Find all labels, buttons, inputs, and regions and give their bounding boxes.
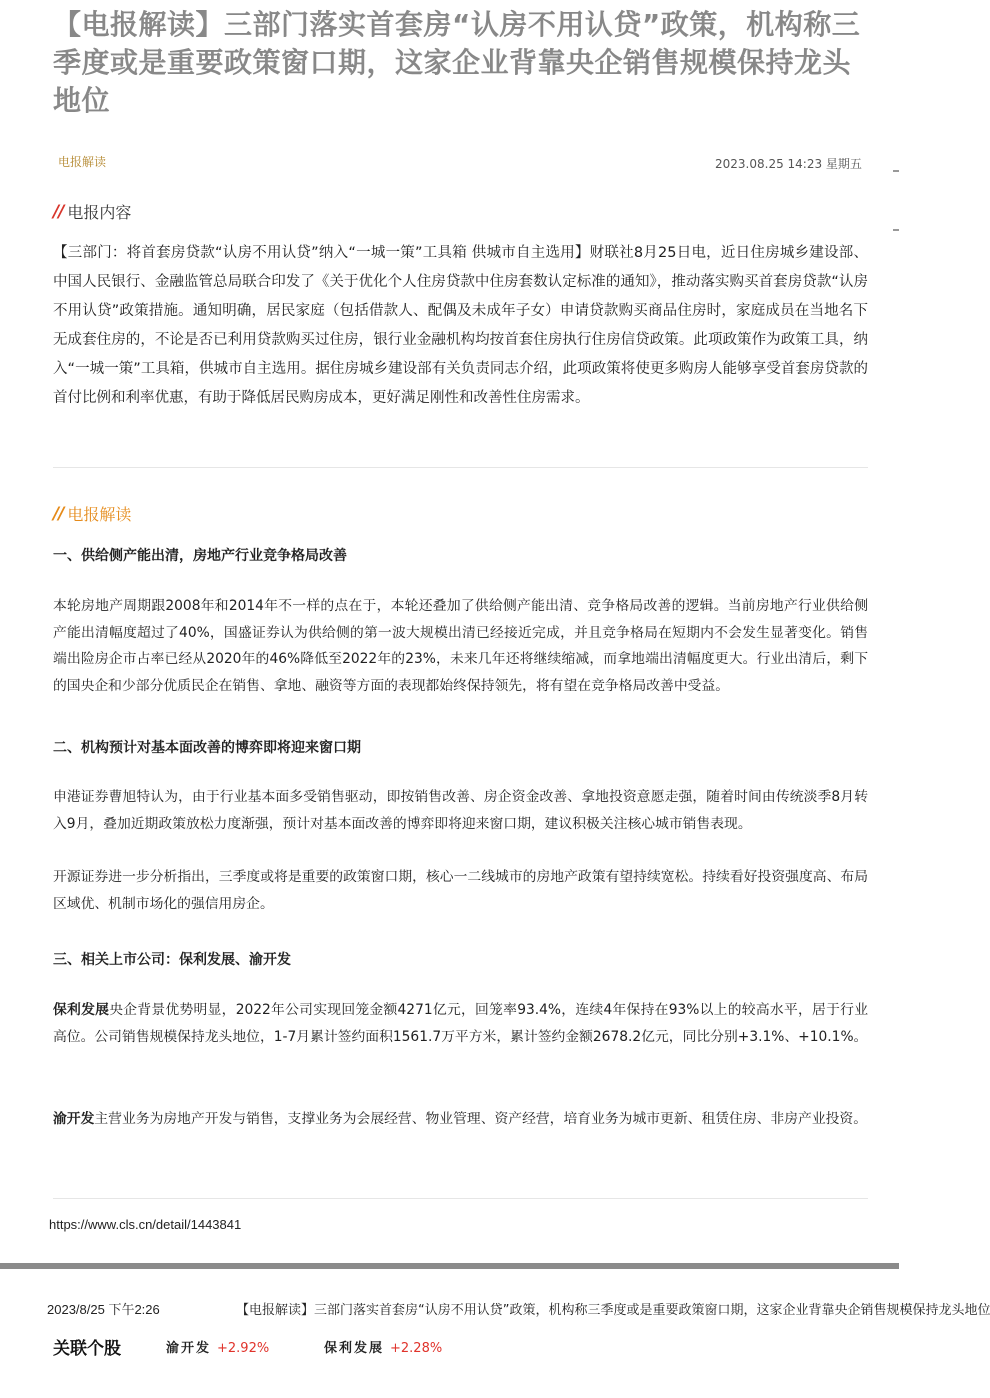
print-headline: 【电报解读】三部门落实首套房“认房不用认贷”政策，机构称三季度或是重要政策窗口期，这家企业背靠央企销售规模保持龙头地位 <box>236 1303 990 1318</box>
analysis-heading-label: 电报解读 <box>67 505 132 524</box>
stock-name: 保利发展 <box>324 1341 385 1356</box>
company1-body: 央企背景优势明显，2022年公司实现回笼金额4271亿元，回笼率93.4%，连续4年保持在93%以上的较高水平，居于行业高位。公司销售规模保持龙头地位，1-7月累计签约面积1561.7万平方米，累计签约金额2678.2亿元，同比分别+3.1%、+10.1%。 <box>53 1002 869 1045</box>
stock-item[interactable] <box>166 1337 269 1356</box>
page-separator <box>0 1263 899 1269</box>
telegram-body: 【三部门：将首套房贷款“认房不用认贷”纳入“一城一策”工具箱 供城市自主选用】财联社8月25日电，近日住房城乡建设部、中国人民银行、金融监管总局联合印发了《关于优化个人住房贷款中住房套数认定标准的通知》，推动落实购买首套房贷款“认房不用认贷”政策措施。通知明确，居民家庭（包括借款人、配偶及未成年子女）申请贷款购买商品住房时，家庭成员在当地名下无成套住房的，不论是否已利用贷款购买过住房，银行业金融机构均按首套住房执行住房信贷政策。此项政策作为政策工具，纳入“一城一策”工具箱，供城市自主选用。据住房城乡建设部有关负责同志介绍，此项政策将使更多购房人能够享受首套房贷款的首付比例和利率优惠，有助于降低居民购房成本，更好满足刚性和改善性住房需求。 <box>53 245 868 406</box>
edge-mark <box>893 229 899 231</box>
slash-icon: // <box>53 201 64 222</box>
category-tag[interactable]: 电报解读 <box>58 155 107 169</box>
analysis-section-heading <box>53 502 131 525</box>
section1-body: 本轮房地产周期跟2008年和2014年不一样的点在于，本轮还叠加了供给侧产能出清、竞争格局改善的逻辑。当前房地产行业供给侧产能出清幅度超过了40%，国盛证券认为供给侧的第一波大规模出清已经接近完成，并且竞争格局在短期内不会发生显著变化。销售端出险房企市占率已经从2020年的46%降低至2022年的23%，未来几年还将继续缩减，而拿地端出清幅度更大。行业出清后，剩下的国央企和少部分优质民企在销售、拿地、融资等方面的表现都始终保持领先，将有望在竞争格局改善中受益。 <box>53 598 868 694</box>
stock-change: +2.92% <box>217 1341 270 1356</box>
section3-title: 三、相关上市公司：保利发展、渝开发 <box>53 952 291 968</box>
company2-body: 主营业务为房地产开发与销售，支撑业务为会展经营、物业管理、资产经营，培育业务为城市更新、租赁住房、非房产业投资。 <box>94 1111 868 1127</box>
company1-paragraph <box>53 997 868 1050</box>
company2-paragraph <box>53 1106 868 1133</box>
print-date: 2023/8/25 下午2:26 <box>47 1302 160 1317</box>
slash-icon: // <box>53 503 64 524</box>
source-url[interactable]: https://www.cls.cn/detail/1443841 <box>49 1217 242 1232</box>
company2-name: 渝开发 <box>53 1111 95 1127</box>
divider <box>53 467 868 468</box>
stock-change: +2.28% <box>390 1341 443 1356</box>
telegram-section-heading <box>53 200 131 223</box>
article-title: 【电报解读】三部门落实首套房“认房不用认贷”政策，机构称三季度或是重要政策窗口期，这家企业背靠央企销售规模保持龙头地位 <box>53 8 861 117</box>
section2-title: 二、机构预计对基本面改善的博弈即将迎来窗口期 <box>53 740 361 756</box>
section2-body-2: 开源证券进一步分析指出，三季度或将是重要的政策窗口期，核心一二线城市的房地产政策有望持续宽松。持续看好投资强度高、布局区域优、机制市场化的强信用房企。 <box>53 869 868 912</box>
related-stocks-label: 关联个股 <box>53 1339 121 1359</box>
publish-datetime: 2023.08.25 14:23 星期五 <box>715 157 862 171</box>
telegram-heading-label: 电报内容 <box>67 203 132 222</box>
edge-mark <box>893 170 899 172</box>
section2-body-1: 申港证券曹旭特认为，由于行业基本面多受销售驱动，即按销售改善、房企资金改善、拿地投资意愿走强，随着时间由传统淡季8月转入9月，叠加近期政策放松力度渐强，预计对基本面改善的博弈即将迎来窗口期，建议积极关注核心城市销售表现。 <box>53 789 868 832</box>
section1-title: 一、供给侧产能出清，房地产行业竞争格局改善 <box>53 548 347 564</box>
stock-item[interactable] <box>324 1337 442 1356</box>
divider <box>53 1198 868 1199</box>
company1-name: 保利发展 <box>53 1002 110 1018</box>
stock-name: 渝开发 <box>166 1341 212 1356</box>
